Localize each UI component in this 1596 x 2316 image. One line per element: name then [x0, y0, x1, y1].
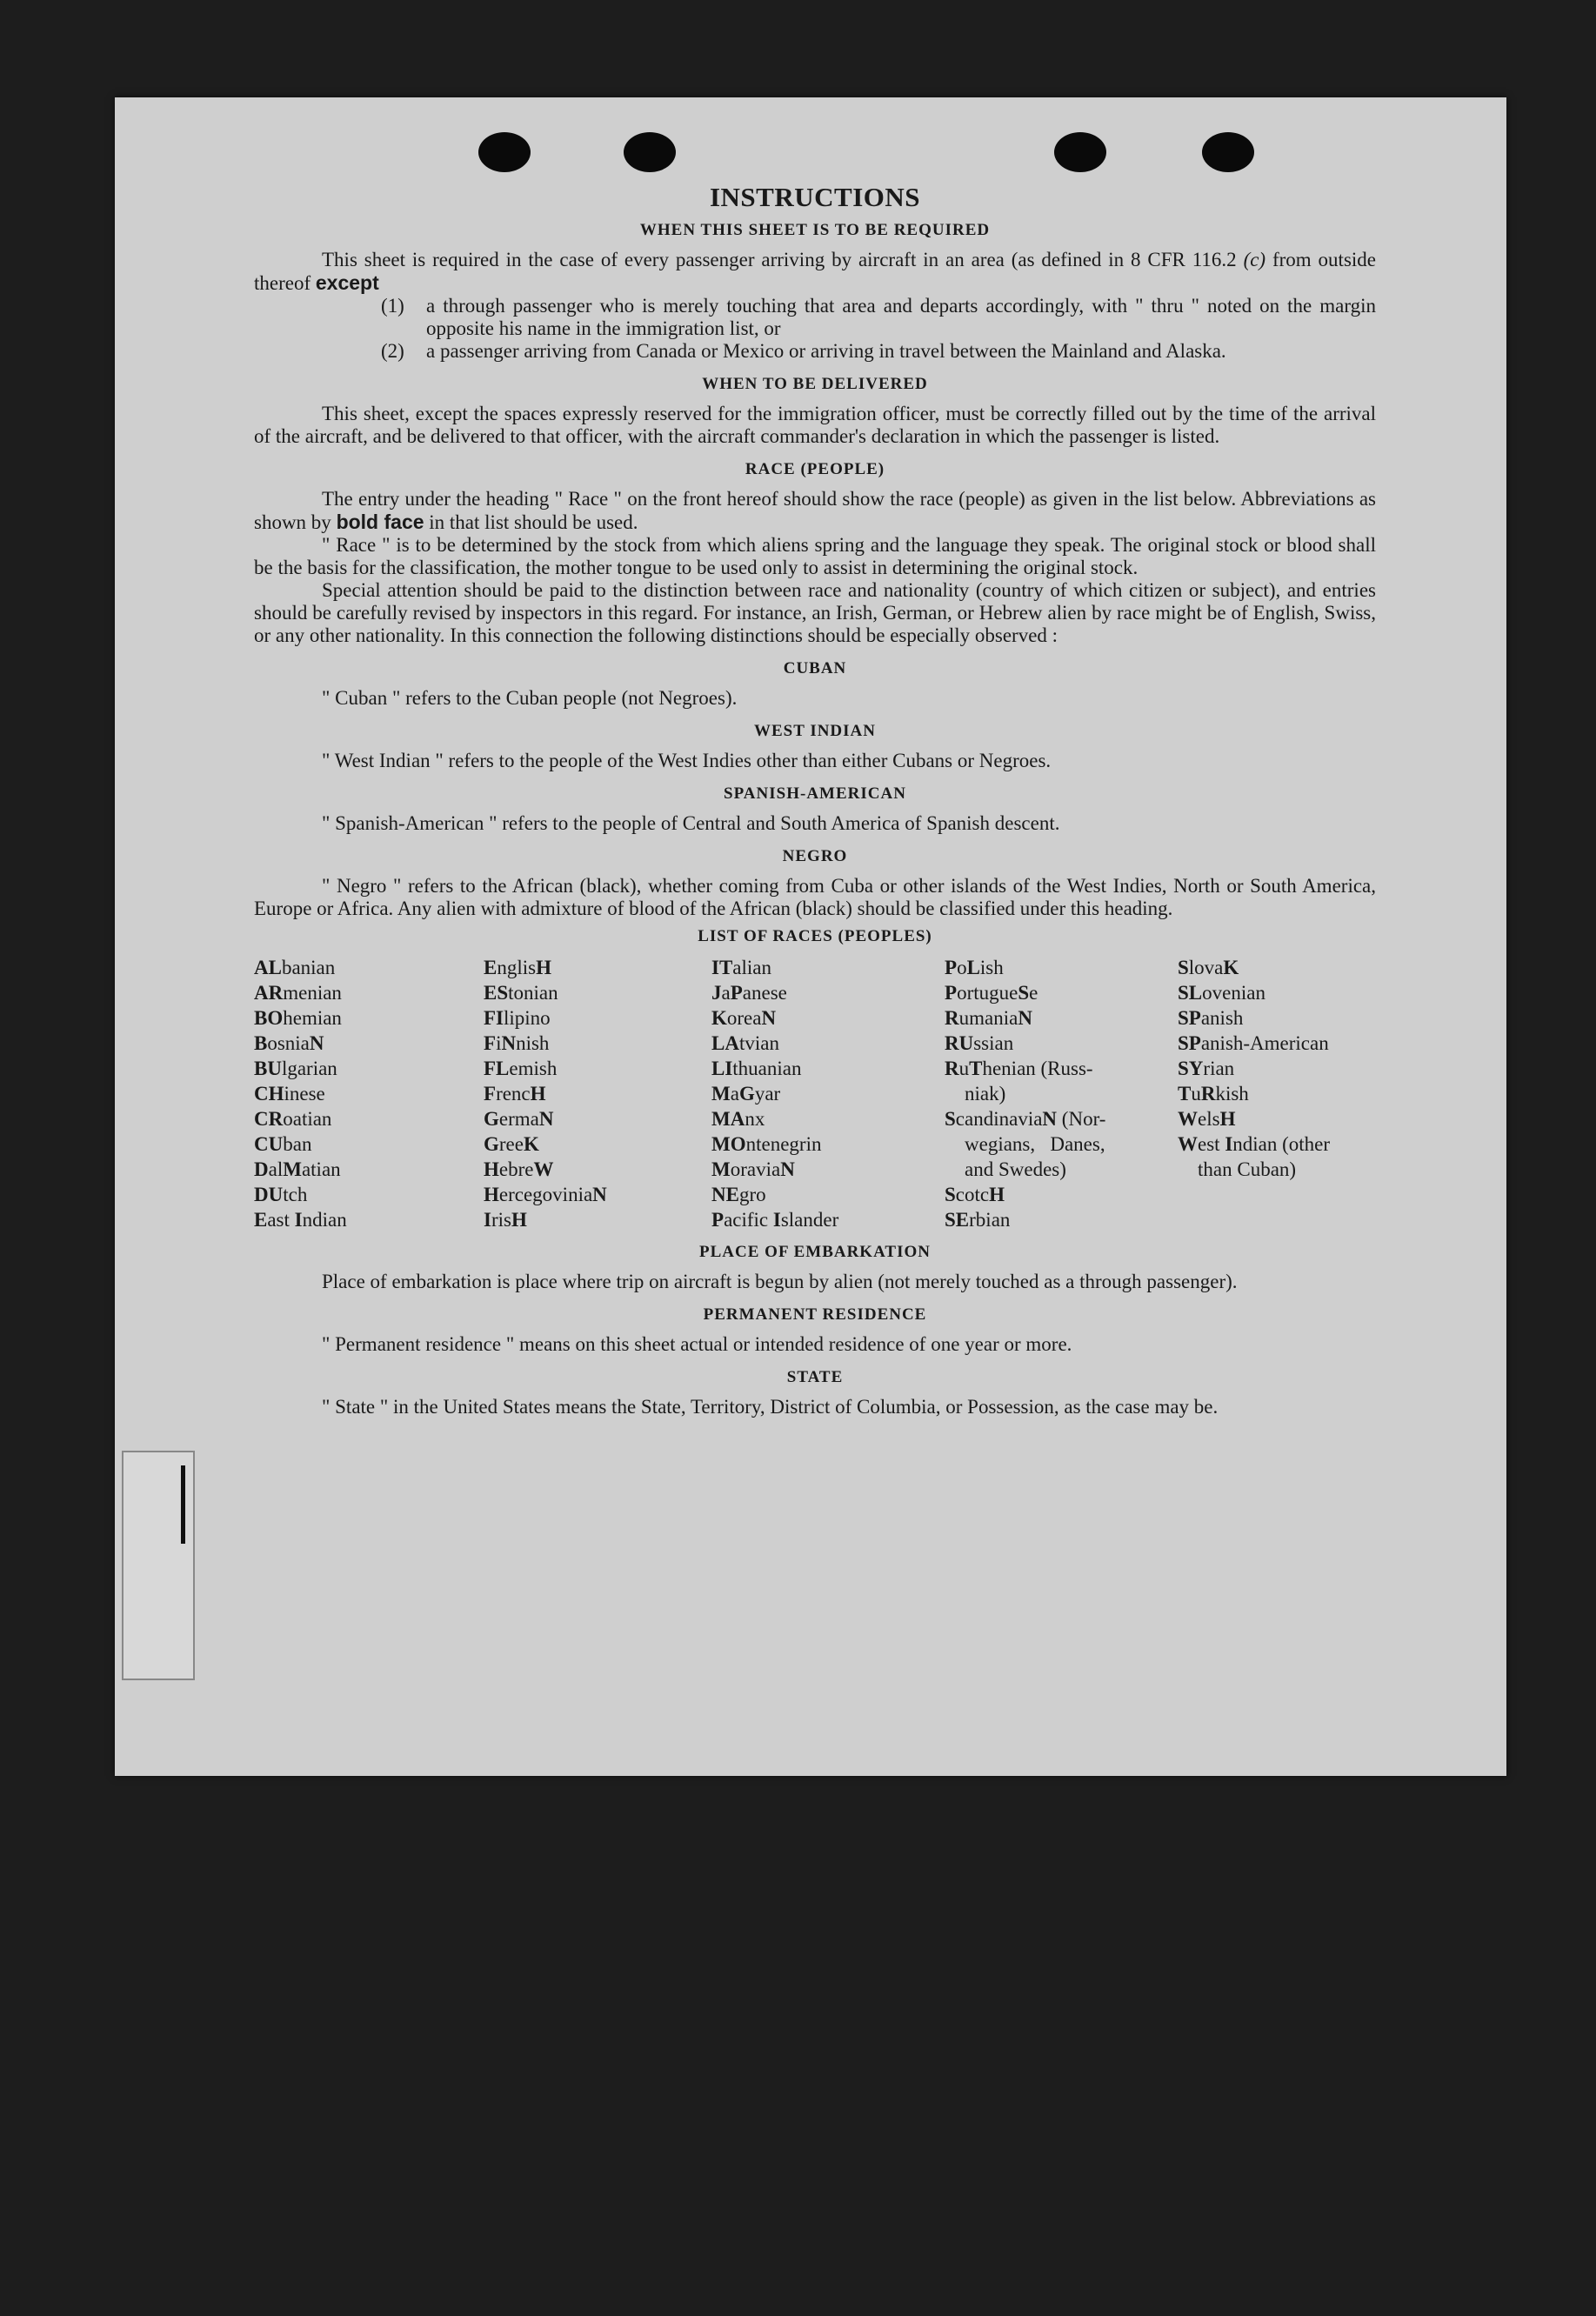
race-entry: JaPanese [711, 982, 787, 1004]
race-entry: HebreW [484, 1158, 554, 1180]
race-entry: Pacific Islander [711, 1209, 839, 1231]
race-entry: CUban [254, 1133, 312, 1155]
race-entry: niak) [945, 1083, 1006, 1105]
section-heading-west-indian: WEST INDIAN [754, 722, 876, 740]
paragraph-state: " State " in the United States means the State, Territory, District of Columbia, or Possession, as the case may be. [322, 1396, 1219, 1418]
race-entry: GreeK [484, 1133, 539, 1155]
section-heading-negro: NEGRO [782, 847, 848, 865]
race-entry: SErbian [945, 1209, 1011, 1231]
ink-mark [181, 1465, 185, 1544]
paragraph-when-required: This sheet is required in the case of every passenger arriving by aircraft in an area (as defined in 8 CFR 116.2 (c) from outside thereof except [254, 249, 1376, 294]
race-entry: FrencH [484, 1083, 546, 1105]
races-column [945, 955, 1178, 1232]
race-entry: SlovaK [1178, 957, 1239, 978]
race-entry: ITalian [711, 957, 771, 978]
list-item: (1) a through passenger who is merely touching that area and departs accordingly, with " thru " noted on the margin opposite his name in the immigration list, or [381, 295, 1376, 339]
section-heading-cuban: CUBAN [783, 659, 847, 677]
paragraph-race-1: The entry under the heading " Race " on the front hereof should show the race (people) as given in the list below. Abbreviations as shown by bold face in that list should be used. [254, 488, 1376, 533]
race-entry: than Cuban) [1178, 1158, 1297, 1180]
section-heading-when-delivered: WHEN TO BE DELIVERED [702, 375, 928, 393]
paragraph-when-delivered: This sheet, except the spaces expressly reserved for the immigration officer, must be correctly filled out by the time of the arrival of the aircraft, and be delivered to that officer, with the aircraft commander's declaration in which the passenger is listed. [254, 403, 1376, 447]
race-entry: EnglisH [484, 957, 551, 978]
races-column [711, 955, 945, 1232]
punch-hole [624, 132, 676, 172]
section-heading-place: PLACE OF EMBARKATION [699, 1243, 931, 1261]
race-entry: BosniaN [254, 1032, 324, 1054]
race-entry: EStonian [484, 982, 558, 1004]
race-entry: MoraviaN [711, 1158, 795, 1180]
races-list [254, 955, 1376, 1232]
instruction-sheet [115, 97, 1506, 1776]
races-column [1178, 955, 1376, 1232]
paragraph-west-indian: " West Indian " refers to the people of the West Indies other than either Cubans or Negroes. [322, 750, 1052, 771]
race-entry: FIlipino [484, 1007, 551, 1029]
race-entry: and Swedes) [945, 1158, 1066, 1180]
race-entry: IrisH [484, 1209, 527, 1231]
race-entry: LAtvian [711, 1032, 779, 1054]
list-item: (2) a passenger arriving from Canada or Mexico or arriving in travel between the Mainland and Alaska. [381, 340, 1226, 362]
race-entry: MaGyar [711, 1083, 781, 1105]
paragraph-residence: " Permanent residence " means on this sheet actual or intended residence of one year or more. [322, 1333, 1072, 1355]
race-entry: West Indian (other [1178, 1133, 1331, 1155]
page-title: INSTRUCTIONS [709, 182, 920, 212]
races-column [484, 955, 711, 1232]
paragraph-place: Place of embarkation is place where trip on aircraft is begun by alien (not merely touched as a through passenger). [322, 1271, 1238, 1292]
race-entry: ScotcH [945, 1184, 1005, 1205]
race-entry: LIthuanian [711, 1058, 802, 1079]
race-entry: KoreaN [711, 1007, 777, 1029]
race-entry: BUlgarian [254, 1058, 337, 1079]
race-entry: SLovenian [1178, 982, 1265, 1004]
race-entry: DUtch [254, 1184, 308, 1205]
section-heading-state: STATE [786, 1368, 844, 1386]
race-entry: WelsH [1178, 1108, 1236, 1130]
race-entry: CRoatian [254, 1108, 332, 1130]
race-entry: MOntenegrin [711, 1133, 822, 1155]
punch-hole [478, 132, 531, 172]
paragraph-spanish-american: " Spanish-American " refers to the people of Central and South America of Spanish descent. [322, 812, 1060, 834]
race-entry: RuThenian (Russ- [945, 1058, 1093, 1079]
race-entry: ScandinaviaN (Nor- [945, 1108, 1106, 1130]
race-entry: FLemish [484, 1058, 558, 1079]
race-entry: CHinese [254, 1083, 325, 1105]
race-entry: East Indian [254, 1209, 347, 1231]
race-entry: SPanish-American [1178, 1032, 1329, 1054]
race-entry: wegians, Danes, [945, 1133, 1105, 1155]
punch-hole [1054, 132, 1106, 172]
race-entry: RumaniaN [945, 1007, 1032, 1029]
race-entry: SPanish [1178, 1007, 1244, 1029]
race-entry: PortugueSe [945, 982, 1038, 1004]
section-heading-residence: PERMANENT RESIDENCE [703, 1305, 927, 1324]
race-entry: MAnx [711, 1108, 765, 1130]
section-heading-spanish-american: SPANISH-AMERICAN [724, 784, 906, 803]
punch-hole [1202, 132, 1254, 172]
section-heading-race: RACE (PEOPLE) [745, 460, 885, 478]
paragraph-race-2: " Race " is to be determined by the stock from which aliens spring and the language they speak. The original stock or blood shall be the basis for the classification, the mother tongue to be used only to assist in determining the original stock. [254, 534, 1376, 578]
instructions-content [254, 182, 1376, 1418]
race-entry: FiNnish [484, 1032, 550, 1054]
race-entry: DalMatian [254, 1158, 341, 1180]
section-heading-when-required: WHEN THIS SHEET IS TO BE REQUIRED [639, 221, 991, 239]
race-entry: ALbanian [254, 957, 336, 978]
race-entry: HercegoviniaN [484, 1184, 607, 1205]
race-entry: GermaN [484, 1108, 554, 1130]
race-entry: TuRkish [1178, 1083, 1249, 1105]
race-entry: PoLish [945, 957, 1004, 978]
race-entry: BOhemian [254, 1007, 342, 1029]
race-entry: SYrian [1178, 1058, 1235, 1079]
paragraph-cuban: " Cuban " refers to the Cuban people (not Negroes). [322, 687, 738, 709]
race-entry: ARmenian [254, 982, 342, 1004]
section-heading-list-of-races: LIST OF RACES (PEOPLES) [698, 927, 932, 945]
paragraph-race-3: Special attention should be paid to the distinction between race and nationality (country of which citizen or subject), and entries should be carefully revised by inspectors in this regard. For instance, an Irish, German, or Hebrew alien by race might be of English, Swiss, or any other nationality. In this connection the following distinctions should be especially observed : [254, 579, 1376, 646]
paragraph-negro: " Negro " refers to the African (black), whether coming from Cuba or other islands of the West Indies, North or South America, Europe or Africa. Any alien with admixture of blood of the African (black) should be classified under this heading. [254, 875, 1376, 919]
race-entry: RUssian [945, 1032, 1014, 1054]
races-column [254, 955, 484, 1232]
race-entry: NEgro [711, 1184, 766, 1205]
